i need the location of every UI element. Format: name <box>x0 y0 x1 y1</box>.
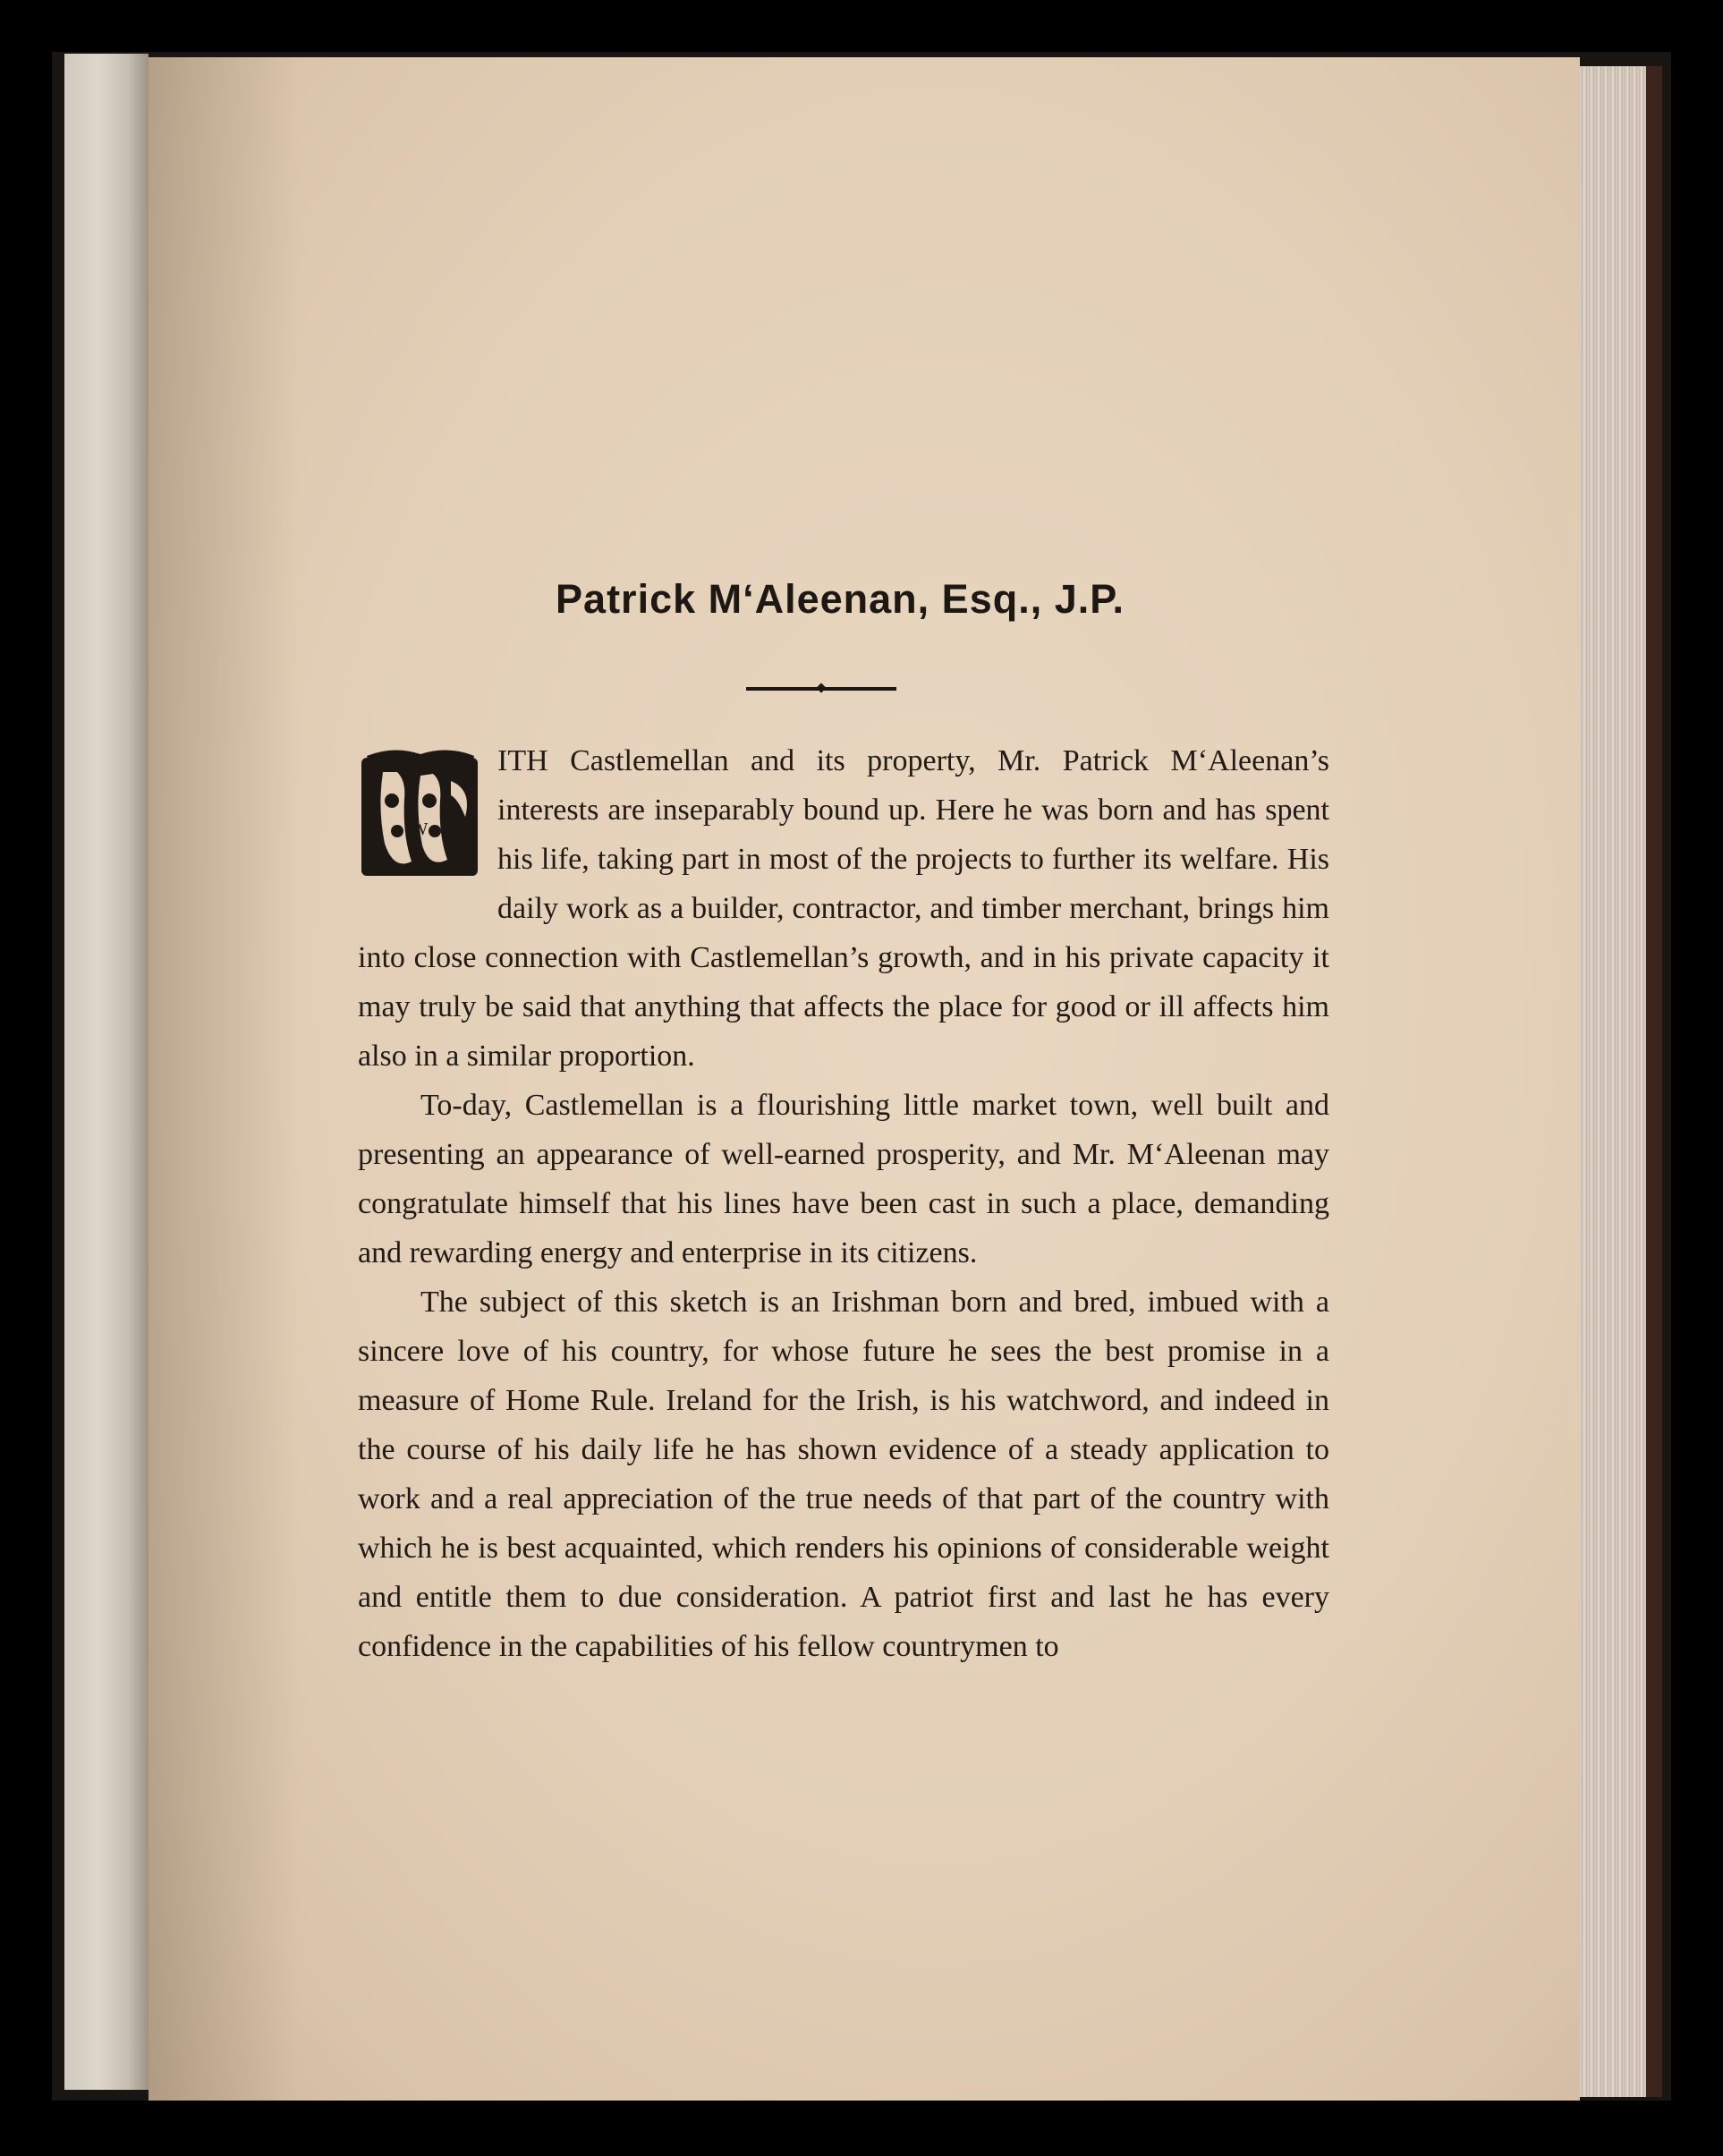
paragraph-3: The subject of this sketch is an Irishman born and bred, imbued with a sincere love of his country, for whose future he sees the best promise in a measure of Home Rule. Ireland for the Irish, is his watchword, and indeed in the course of his daily life he has shown evidence of a steady application to work and a real appreciation of the true needs of that part of the country with which he is best acquainted, which renders his opinions of considerable weight and entitle them to due consideration. A patriot first and last he has every confidence in the capabilities of his fellow countrymen to <box>358 1286 1329 1663</box>
article-body <box>358 736 1329 1671</box>
first-word-rest: ITH <box>497 744 548 777</box>
book-gutter <box>64 54 149 2090</box>
ornamental-dropcap-w <box>358 745 481 885</box>
title-ornament <box>746 683 896 694</box>
page-title: Patrick M‘Aleenan, Esq., J.P. <box>556 576 1125 622</box>
page-shadow <box>149 57 301 2101</box>
paragraph-1 <box>358 736 1329 1081</box>
book-cover-edge <box>1646 66 1662 2097</box>
paragraph-1-text: Castlemellan and its property, Mr. Patrick M‘Aleenan’s interests are inseparably bound up. Here he was born and has spent his life, taking part in most of the projects to further its welfare. His daily work as a builder, contractor, and timber merchant, brings him into close connection with Castlemellan’s growth, and in his private capacity it may truly be said that anything that affects the place for good or ill affects him also in a similar proportion. <box>358 744 1329 1073</box>
ornament-diamond <box>816 683 826 692</box>
page-edges <box>1580 66 1662 2097</box>
paragraph-2: To-day, Castlemellan is a flourishing little market town, well built and presenting an appearance of well-earned prosperity, and Mr. M‘Aleenan may congratulate himself that his lines have been cast in such a place, demanding and rewarding energy and enterprise in its citizens. <box>358 1089 1329 1269</box>
svg-text:W: W <box>411 819 429 839</box>
